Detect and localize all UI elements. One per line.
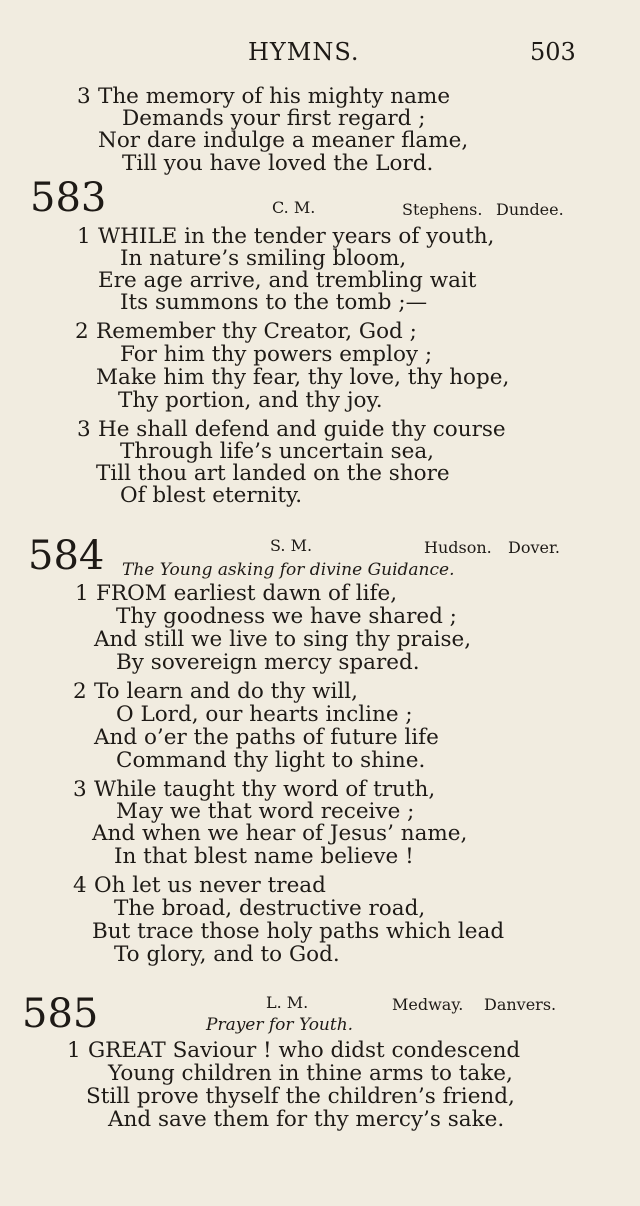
verse-number: 4 — [73, 873, 87, 898]
verse-line: Ere age arrive, and trembling wait — [98, 268, 477, 293]
hymn-meter: C. M. — [272, 198, 316, 217]
verse-line: Till thou art landed on the shore — [96, 461, 450, 486]
hymn-number: 583 — [30, 175, 107, 221]
verse-line: 1 FROM earliest dawn of life, — [75, 581, 398, 606]
verse-line: By sovereign mercy spared. — [116, 650, 420, 675]
tune-name: Danvers. — [484, 995, 557, 1014]
verse-line: 1 GREAT Saviour ! who didst condescend — [67, 1038, 521, 1063]
verse-line: O Lord, our hearts incline ; — [116, 702, 413, 727]
tune-name: Dundee. — [496, 200, 564, 219]
verse-line: 1 WHILE in the tender years of youth, — [77, 224, 495, 249]
verse-line: And still we live to sing thy praise, — [94, 627, 472, 652]
verse-number: 2 — [75, 319, 89, 344]
hymn-meter: S. M. — [270, 536, 313, 555]
verse-line: 4 Oh let us never tread — [73, 873, 326, 898]
verse-line: Young children in thine arms to take, — [108, 1061, 513, 1086]
hymn-number: 584 — [28, 533, 105, 579]
verse-line: And o’er the paths of future life — [94, 725, 439, 750]
verse-line: Command thy light to shine. — [116, 748, 426, 773]
tune-name: Dover. — [508, 538, 560, 557]
hymn-number: 585 — [22, 991, 99, 1037]
verse-line: Till you have loved the Lord. — [122, 151, 434, 176]
verse-line: To glory, and to God. — [114, 942, 340, 967]
verse-line: Of blest eternity. — [120, 483, 303, 508]
verse-number: 2 — [73, 679, 87, 704]
verse-number: 1 — [67, 1038, 81, 1063]
hymn-meter: L. M. — [266, 993, 309, 1012]
tune-name: Stephens. — [402, 200, 483, 219]
verse-line: Make him thy fear, thy love, thy hope, — [96, 365, 510, 390]
verse-number: 3 — [73, 777, 87, 802]
hymn-subtitle: The Young asking for divine Guidance. — [122, 560, 455, 580]
verse-line: Nor dare indulge a meaner flame, — [98, 128, 469, 153]
verse-number: 1 — [77, 224, 91, 249]
verse-line: 2 Remember thy Creator, God ; — [75, 319, 417, 344]
verse-line: Thy portion, and thy joy. — [118, 388, 383, 413]
verse-line: In that blest name believe ! — [114, 844, 414, 869]
hymn-subtitle: Prayer for Youth. — [206, 1015, 354, 1035]
verse-line: And when we hear of Jesus’ name, — [92, 821, 468, 846]
verse-line: 3 He shall defend and guide thy course — [77, 417, 506, 442]
verse-line: Still prove thyself the children’s friend, — [86, 1084, 515, 1109]
verse-line: But trace those holy paths which lead — [92, 919, 505, 944]
verse-line: 3 While taught thy word of truth, — [73, 777, 436, 802]
page-number: 503 — [530, 38, 576, 66]
verse-line: In nature’s smiling bloom, — [120, 246, 407, 271]
verse-line: And save them for thy mercy’s sake. — [108, 1107, 505, 1132]
verse-number: 3 — [77, 84, 91, 109]
verse-line: Through life’s uncertain sea, — [120, 439, 434, 464]
verse-line: Its summons to the tomb ;— — [120, 290, 428, 315]
verse-line: May we that word receive ; — [116, 799, 415, 824]
running-header: HYMNS. — [248, 38, 360, 66]
verse-line: For him thy powers employ ; — [120, 342, 433, 367]
verse-line: Thy goodness we have shared ; — [116, 604, 457, 629]
verse-line: Demands your first regard ; — [122, 106, 426, 131]
verse-number: 1 — [75, 581, 89, 606]
tune-name: Hudson. — [424, 538, 492, 557]
verse-number: 3 — [77, 417, 91, 442]
verse-line: The broad, destructive road, — [114, 896, 426, 921]
verse-line: 3 The memory of his mighty name — [77, 84, 451, 109]
tune-name: Medway. — [392, 995, 464, 1014]
verse-line: 2 To learn and do thy will, — [73, 679, 358, 704]
